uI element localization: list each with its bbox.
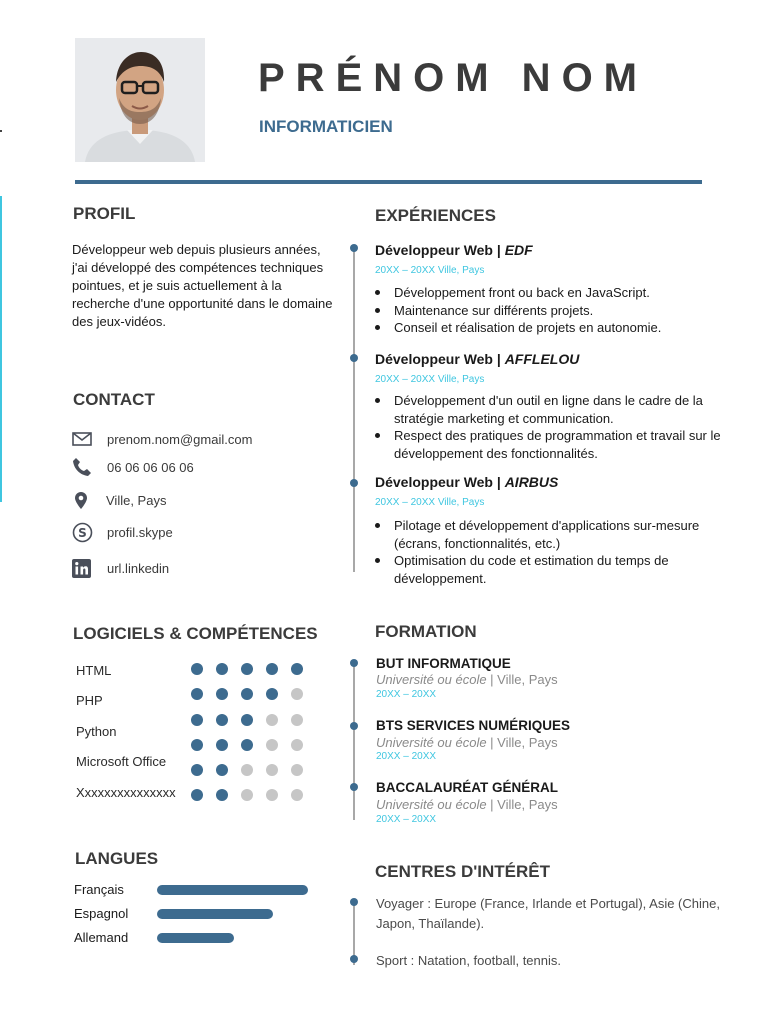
experience-role: Développeur Web |: [375, 351, 505, 367]
education-timeline: [353, 664, 355, 820]
rating-dot-filled: [216, 789, 228, 801]
timeline-dot: [350, 722, 358, 730]
envelope-icon: [72, 429, 94, 449]
school-place: | Ville, Pays: [486, 735, 558, 750]
list-item: Pilotage et développement d'applications sur-mesure (écrans, fonctionnalités, etc.): [375, 517, 745, 552]
education-degree: BTS SERVICES NUMÉRIQUES: [376, 718, 571, 733]
skill-rating: [191, 739, 303, 751]
experience-bullets: [375, 392, 745, 462]
rating-dot-filled: [266, 663, 278, 675]
rating-dot-empty: [266, 714, 278, 726]
contact-skype[interactable]: [72, 522, 173, 542]
experience-timeline: [353, 246, 355, 572]
contact-email[interactable]: [72, 429, 252, 449]
contact-skype-text: profil.skype: [107, 524, 173, 540]
language-level-bar: [157, 909, 273, 919]
rating-dot-empty: [291, 739, 303, 751]
skill-rating: [191, 789, 303, 801]
language-level-track: [157, 933, 308, 943]
education-date: 20XX – 20XX: [376, 814, 437, 825]
school-name: Université ou école: [376, 672, 487, 687]
rating-dot-empty: [266, 764, 278, 776]
education-date: 20XX – 20XX: [376, 751, 437, 762]
rating-dot-empty: [241, 789, 253, 801]
contact-phone-text: 06 06 06 06 06: [107, 459, 194, 475]
contact-email-text: prenom.nom@gmail.com: [107, 431, 253, 447]
language-label: Allemand: [74, 930, 129, 945]
skill-rating: [191, 688, 303, 700]
rating-dot-filled: [291, 663, 303, 675]
svg-text:S: S: [78, 525, 87, 540]
experience-company: AIRBUS: [504, 474, 559, 490]
experience-company: EDF: [504, 242, 533, 258]
contact-linkedin-text: url.linkedin: [107, 560, 170, 576]
school-place: | Ville, Pays: [486, 672, 558, 687]
timeline-dot: [350, 898, 358, 906]
list-item: Développement front ou back en JavaScript.: [375, 284, 745, 302]
language-level-bar: [157, 933, 234, 943]
rating-dot-filled: [266, 688, 278, 700]
experience-title: [375, 474, 558, 490]
education-school: [376, 797, 558, 812]
education-degree: BUT INFORMATIQUE: [376, 656, 511, 671]
list-item: Conseil et réalisation de projets en autonomie.: [375, 319, 745, 337]
school-name: Université ou école: [376, 735, 487, 750]
skype-icon: [72, 522, 94, 542]
timeline-dot: [350, 354, 358, 362]
list-item: Optimisation du code et estimation du temps de développement.: [375, 552, 745, 587]
rating-dot-filled: [241, 663, 253, 675]
experience-title: [375, 242, 533, 258]
rating-dot-filled: [241, 739, 253, 751]
interests-heading: CENTRES D'INTÉRÊT: [375, 862, 550, 881]
contact-location: [72, 490, 166, 510]
timeline-dot: [350, 783, 358, 791]
skill-label: Python: [76, 724, 117, 739]
experiences-heading: EXPÉRIENCES: [375, 206, 496, 225]
experience-bullets: [375, 284, 745, 337]
rating-dot-filled: [191, 739, 203, 751]
rating-dot-filled: [216, 739, 228, 751]
header-divider: [75, 180, 702, 184]
rating-dot-filled: [241, 714, 253, 726]
contact-phone[interactable]: [72, 457, 194, 477]
language-level-track: [157, 885, 308, 895]
language-label: Espagnol: [74, 906, 129, 921]
timeline-dot: [350, 955, 358, 963]
rating-dot-filled: [241, 688, 253, 700]
rating-dot-filled: [216, 688, 228, 700]
contact-heading: CONTACT: [73, 390, 155, 409]
rating-dot-filled: [216, 663, 228, 675]
profile-text: Développeur web depuis plusieurs années, j'ai développé des compétences techniques pointues, et je suis actuellement à la recherche d'une opportunité dans le domaine des jeux-vidéos.: [72, 242, 333, 329]
interest-item: Voyager : Europe (France, Irlande et Portugal), Asie (Chine, Japon, Thaïlande).: [376, 896, 720, 931]
skill-rating: [191, 714, 303, 726]
experience-meta: 20XX – 20XX Ville, Pays: [375, 374, 485, 385]
candidate-name: PRÉNOM NOM: [258, 56, 648, 100]
portrait-illustration: [75, 38, 205, 162]
rating-dot-filled: [191, 714, 203, 726]
job-title: INFORMATICIEN: [259, 117, 393, 136]
list-item: Maintenance sur différents projets.: [375, 302, 745, 320]
language-level-bar: [157, 885, 308, 895]
rating-dot-empty: [266, 739, 278, 751]
experience-role: Développeur Web |: [375, 474, 505, 490]
phone-icon: [72, 457, 94, 477]
education-school: [376, 672, 558, 687]
edge-mark: [0, 130, 2, 132]
skills-heading: LOGICIELS & COMPÉTENCES: [73, 624, 318, 643]
list-item: Développement d'un outil en ligne dans le cadre de la stratégie marketing et communication.: [375, 392, 745, 427]
rating-dot-empty: [291, 764, 303, 776]
education-heading: FORMATION: [375, 622, 477, 641]
rating-dot-filled: [191, 764, 203, 776]
skill-rating: [191, 764, 303, 776]
skill-label: PHP: [76, 693, 103, 708]
education-degree: BACCALAURÉAT GÉNÉRAL: [376, 780, 558, 795]
contact-location-text: Ville, Pays: [106, 492, 167, 508]
left-edge-accent: [0, 196, 2, 502]
experience-meta: 20XX – 20XX Ville, Pays: [375, 497, 485, 508]
experience-role: Développeur Web |: [375, 242, 505, 258]
linkedin-icon: [72, 558, 94, 578]
experience-title: [375, 351, 579, 367]
school-place: | Ville, Pays: [486, 797, 558, 812]
language-label: Français: [74, 882, 124, 897]
rating-dot-empty: [291, 789, 303, 801]
timeline-dot: [350, 659, 358, 667]
skill-label: HTML: [76, 663, 112, 678]
rating-dot-filled: [191, 663, 203, 675]
rating-dot-filled: [191, 688, 203, 700]
rating-dot-empty: [291, 688, 303, 700]
profile-photo: [75, 38, 205, 162]
experience-meta: 20XX – 20XX Ville, Pays: [375, 265, 485, 276]
rating-dot-empty: [291, 714, 303, 726]
school-name: Université ou école: [376, 797, 487, 812]
experience-bullets: [375, 517, 745, 587]
language-level-track: [157, 909, 308, 919]
rating-dot-empty: [241, 764, 253, 776]
rating-dot-empty: [266, 789, 278, 801]
skill-label: Xxxxxxxxxxxxxxx: [76, 785, 176, 800]
map-pin-icon: [72, 490, 92, 510]
skill-label: Microsoft Office: [76, 754, 167, 769]
education-school: [376, 735, 558, 750]
profile-heading: PROFIL: [73, 204, 136, 223]
rating-dot-filled: [216, 764, 228, 776]
languages-heading: LANGUES: [75, 849, 159, 868]
rating-dot-filled: [216, 714, 228, 726]
list-item: Respect des pratiques de programmation et travail sur le développement des fonctionnalités.: [375, 427, 745, 462]
timeline-dot: [350, 244, 358, 252]
skill-rating: [191, 663, 303, 675]
timeline-dot: [350, 479, 358, 487]
interest-item: Sport : Natation, football, tennis.: [376, 953, 561, 968]
contact-linkedin[interactable]: [72, 558, 169, 578]
rating-dot-filled: [191, 789, 203, 801]
education-date: 20XX – 20XX: [376, 689, 437, 700]
experience-company: AFFLELOU: [504, 351, 580, 367]
